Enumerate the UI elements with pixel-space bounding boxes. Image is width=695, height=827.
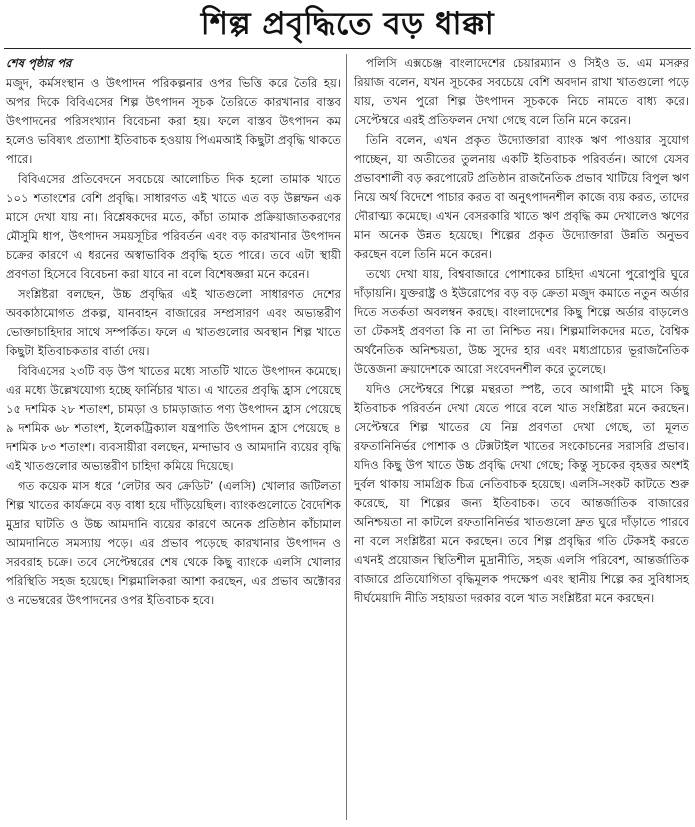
continued-label: শেষ পৃষ্ঠার পর [6, 56, 72, 70]
paragraph: পলিসি এক্সচেঞ্জ বাংলাদেশের চেয়ারম্যান ও সিইও ড. এম মসরুর রিয়াজ বলেন, যখন সূচকের সবচেয়ে বেশি অবদান রাখা খাতগুলো পড়ে যায়, তখন পুরো শিল্প উৎপাদন সূচককে নিচে নামতে বাধ্য করে। সেপ্টেম্বরে এরই প্রতিফলন দেখা গেছে বলে তিনি মনে করেন। [354, 56, 689, 127]
column-divider [346, 54, 347, 820]
headline: শিল্প প্রবৃদ্ধিতে বড় ধাক্কা [200, 6, 495, 42]
paragraph: বিবিএসের প্রতিবেদনে সবচেয়ে আলোচিত দিক হলো তামাক খাতে ১০১ শতাংশের বেশি প্রবৃদ্ধি। সাধারণত এই খাতে এত বড় উল্লম্ফন এক মাসে দেখা যায় না। বিশ্লেষকদের মতে, কাঁচা তামাক প্রক্রিয়াজাতকরণের মৌসুমি ধাপ, উৎপাদন সময়সূচির পরিবর্তন এবং বড় কারখানার উৎপাদন চক্রের কারণে এ ধরনের অস্বাভাবিক প্রবৃদ্ধি হতে পারে। তবে এটা স্থায়ী প্রবণতা হিসেবে বিবেচনা করা যাবে না বলে বিশেষজ্ঞরা মনে করেন। [6, 172, 341, 281]
paragraph: মজুদ, কর্মসংস্থান ও উৎপাদন পরিকল্পনার ওপর ভিত্তি করে তৈরি হয়। অপর দিকে বিবিএসের শিল্প উৎপাদন সূচক তৈরিতে কারখানার বাস্তব উৎপাদনের পরিসংখ্যান বিবেচনা করা হয়। ফলে বাস্তব উৎপাদন কম হলেও ভবিষ্যৎ প্রত্যাশা ইতিবাচক হওয়ায় পিএমআই কিছুটা প্রবৃদ্ধি থাকতে পারে। [6, 76, 341, 166]
paragraph: সংশ্লিষ্টরা বলছেন, উচ্চ প্রবৃদ্ধির এই খাতগুলো সাধারণত দেশের অবকাঠামোগত প্রকল্প, যানবাহন বাজারের সম্প্রসারণ এবং অভ্যন্তরীণ ভোক্তাচাহিদার সাথে সম্পর্কিত। ফলে এ খাতগুলোর অবস্থান শিল্প খাতে কিছুটা ইতিবাচকতার বার্তা দেয়। [6, 287, 341, 358]
headline-rule [4, 48, 691, 49]
left-column [6, 54, 341, 822]
paragraph: যদিও সেপ্টেম্বরে শিল্পে মন্থরতা স্পষ্ট, তবে আগামী দুই মাসে কিছু ইতিবাচক পরিবর্তন দেখা যেতে পারে বলে খাত সংশ্লিষ্টরা মনে করছেন। সেপ্টেম্বরে শিল্প খাতের যে নিম্ন প্রবণতা দেখা গেছে, তা মূলত রফতানিনির্ভর পোশাক ও টেক্সটাইল খাতের সংকোচনের সরাসরি প্রভাব। যদিও কিছু উপ খাতে উচ্চ প্রবৃদ্ধি দেখা গেছে; কিন্তু সূচকের বৃহত্তর অংশই দুর্বল থাকায় সামগ্রিক চিত্র নেতিবাচক হয়েছে। এলসি-সংকট কাটতে শুরু করেছে, যা শিল্পের জন্য ইতিবাচক। তবে আন্তর্জাতিক বাজারের অনিশ্চয়তা না কাটলে রফতানিনির্ভর খাতগুলো দ্রুত ঘুরে দাঁড়াতে পারবে না বলে সংশ্লিষ্টরা মনে করছেন। তবে শিল্প প্রবৃদ্ধির গতি টেকসই করতে এখনই প্রয়োজন স্থিতিশীল মুদ্রানীতি, সহজ এলসি পরিবেশ, আন্তর্জাতিক বাজারে প্রতিযোগিতা বৃদ্ধিমূলক পদক্ষেপ এবং স্থানীয় শিল্পে কর সুবিধাসহ দীর্ঘমেয়াদি নীতি সহায়তা দরকার বলে খাত সংশ্লিষ্টরা মনে করছেন। [354, 382, 689, 605]
paragraph: গত কয়েক মাস ধরে ‘লেটার অব ক্রেডিট’ (এলসি) খোলার জটিলতা শিল্প খাতের কার্যক্রমে বড় বাধা হয়ে দাঁড়িয়েছিল। ব্যাংকগুলোতে বৈদেশিক মুদ্রার ঘাটতি ও উচ্চ আমদানি ব্যয়ের কারণে অনেক প্রতিষ্ঠান কাঁচামাল আমদানিতে সমস্যায় পড়ে। এর প্রভাব পড়েছে কারখানার উৎপাদন ও সরবরাহ চক্রে। তবে সেপ্টেম্বরের শেষ থেকে কিছু ব্যাংকে এলসি খোলার পরিস্থিতি সহজ হয়েছে। শিল্পমালিকরা আশা করছেন, এর প্রভাব অক্টোবর ও নভেম্বরের উৎপাদনের ওপর ইতিবাচক হবে। [6, 479, 341, 607]
paragraph: তথ্যে দেখা যায়, বিশ্ববাজারে পোশাকের চাহিদা এখনো পুরোপুরি ঘুরে দাঁড়ায়নি। যুক্তরাষ্ট্র ও ইউরোপের বড় বড় ক্রেতা মজুদ কমাতে নতুন অর্ডার দিতে সতর্কতা অবলম্বন করছে। বাংলাদেশের কিছু শিল্পে অর্ডার বাড়লেও তা টেকসই প্রবণতা কি না তা নিশ্চিত নয়। শিল্পমালিকদের মতে, বৈশ্বিক অর্থনৈতিক অনিশ্চয়তা, উচ্চ সুদের হার এবং মধ্যপ্রাচ্যের ভূরাজনৈতিক উত্তেজনা ক্রয়াদেশকে আরো সংবেদনশীল করে তুলেছে। [354, 267, 689, 376]
right-column [354, 54, 689, 822]
paragraph: তিনি বলেন, এখন প্রকৃত উদ্যোক্তারা ব্যাংক ঋণ পাওয়ার সুযোগ পাচ্ছেন, যা অতীতের তুলনায় একটি ইতিবাচক পরিবর্তন। আগে যেসব প্রভাবশালী বড় করপোরেট প্রতিষ্ঠান রাজনৈতিক প্রভাব খাটিয়ে বিপুল ঋণ নিয়ে অর্থ বিদেশে পাচার করত বা অনুৎপাদনশীল কাজে ব্যয় করত, তাদের দৌরাত্ম্য কমেছে। এখন বেসরকারি খাতে ঋণ প্রবৃদ্ধি কম দেখালেও ঋণের মান অনেক উন্নত হয়েছে। শিল্পের প্রকৃত উদ্যোক্তারা উন্নতি অনুভব করছেন বলে তিনি মনে করেন। [354, 133, 689, 261]
paragraph: বিবিএসের ২৩টি বড় উপ খাতের মধ্যে সাতটি খাতে উৎপাদন কমেছে। এর মধ্যে উল্লেখযোগ্য হচ্ছে ফার্নিচার খাত। এ খাতের প্রবৃদ্ধি হ্রাস পেয়েছে ১৫ দশমিক ২৮ শতাংশ, চামড়া ও চামড়াজাত পণ্য উৎপাদন হ্রাস পেয়েছে ৯ দশমিক ৬৮ শতাংশ, ইলেকট্রিক্যাল যন্ত্রপাতি উৎপাদন হ্রাস পেয়েছে ৪ দশমিক ৮৩ শতাংশ। ব্যবসায়ীরা বলছেন, মন্দাভাব ও আমদানি ব্যয়ের বৃদ্ধি এই খাতগুলোর অভ্যন্তরীণ চাহিদা কমিয়ে দিয়েছে। [6, 364, 341, 473]
